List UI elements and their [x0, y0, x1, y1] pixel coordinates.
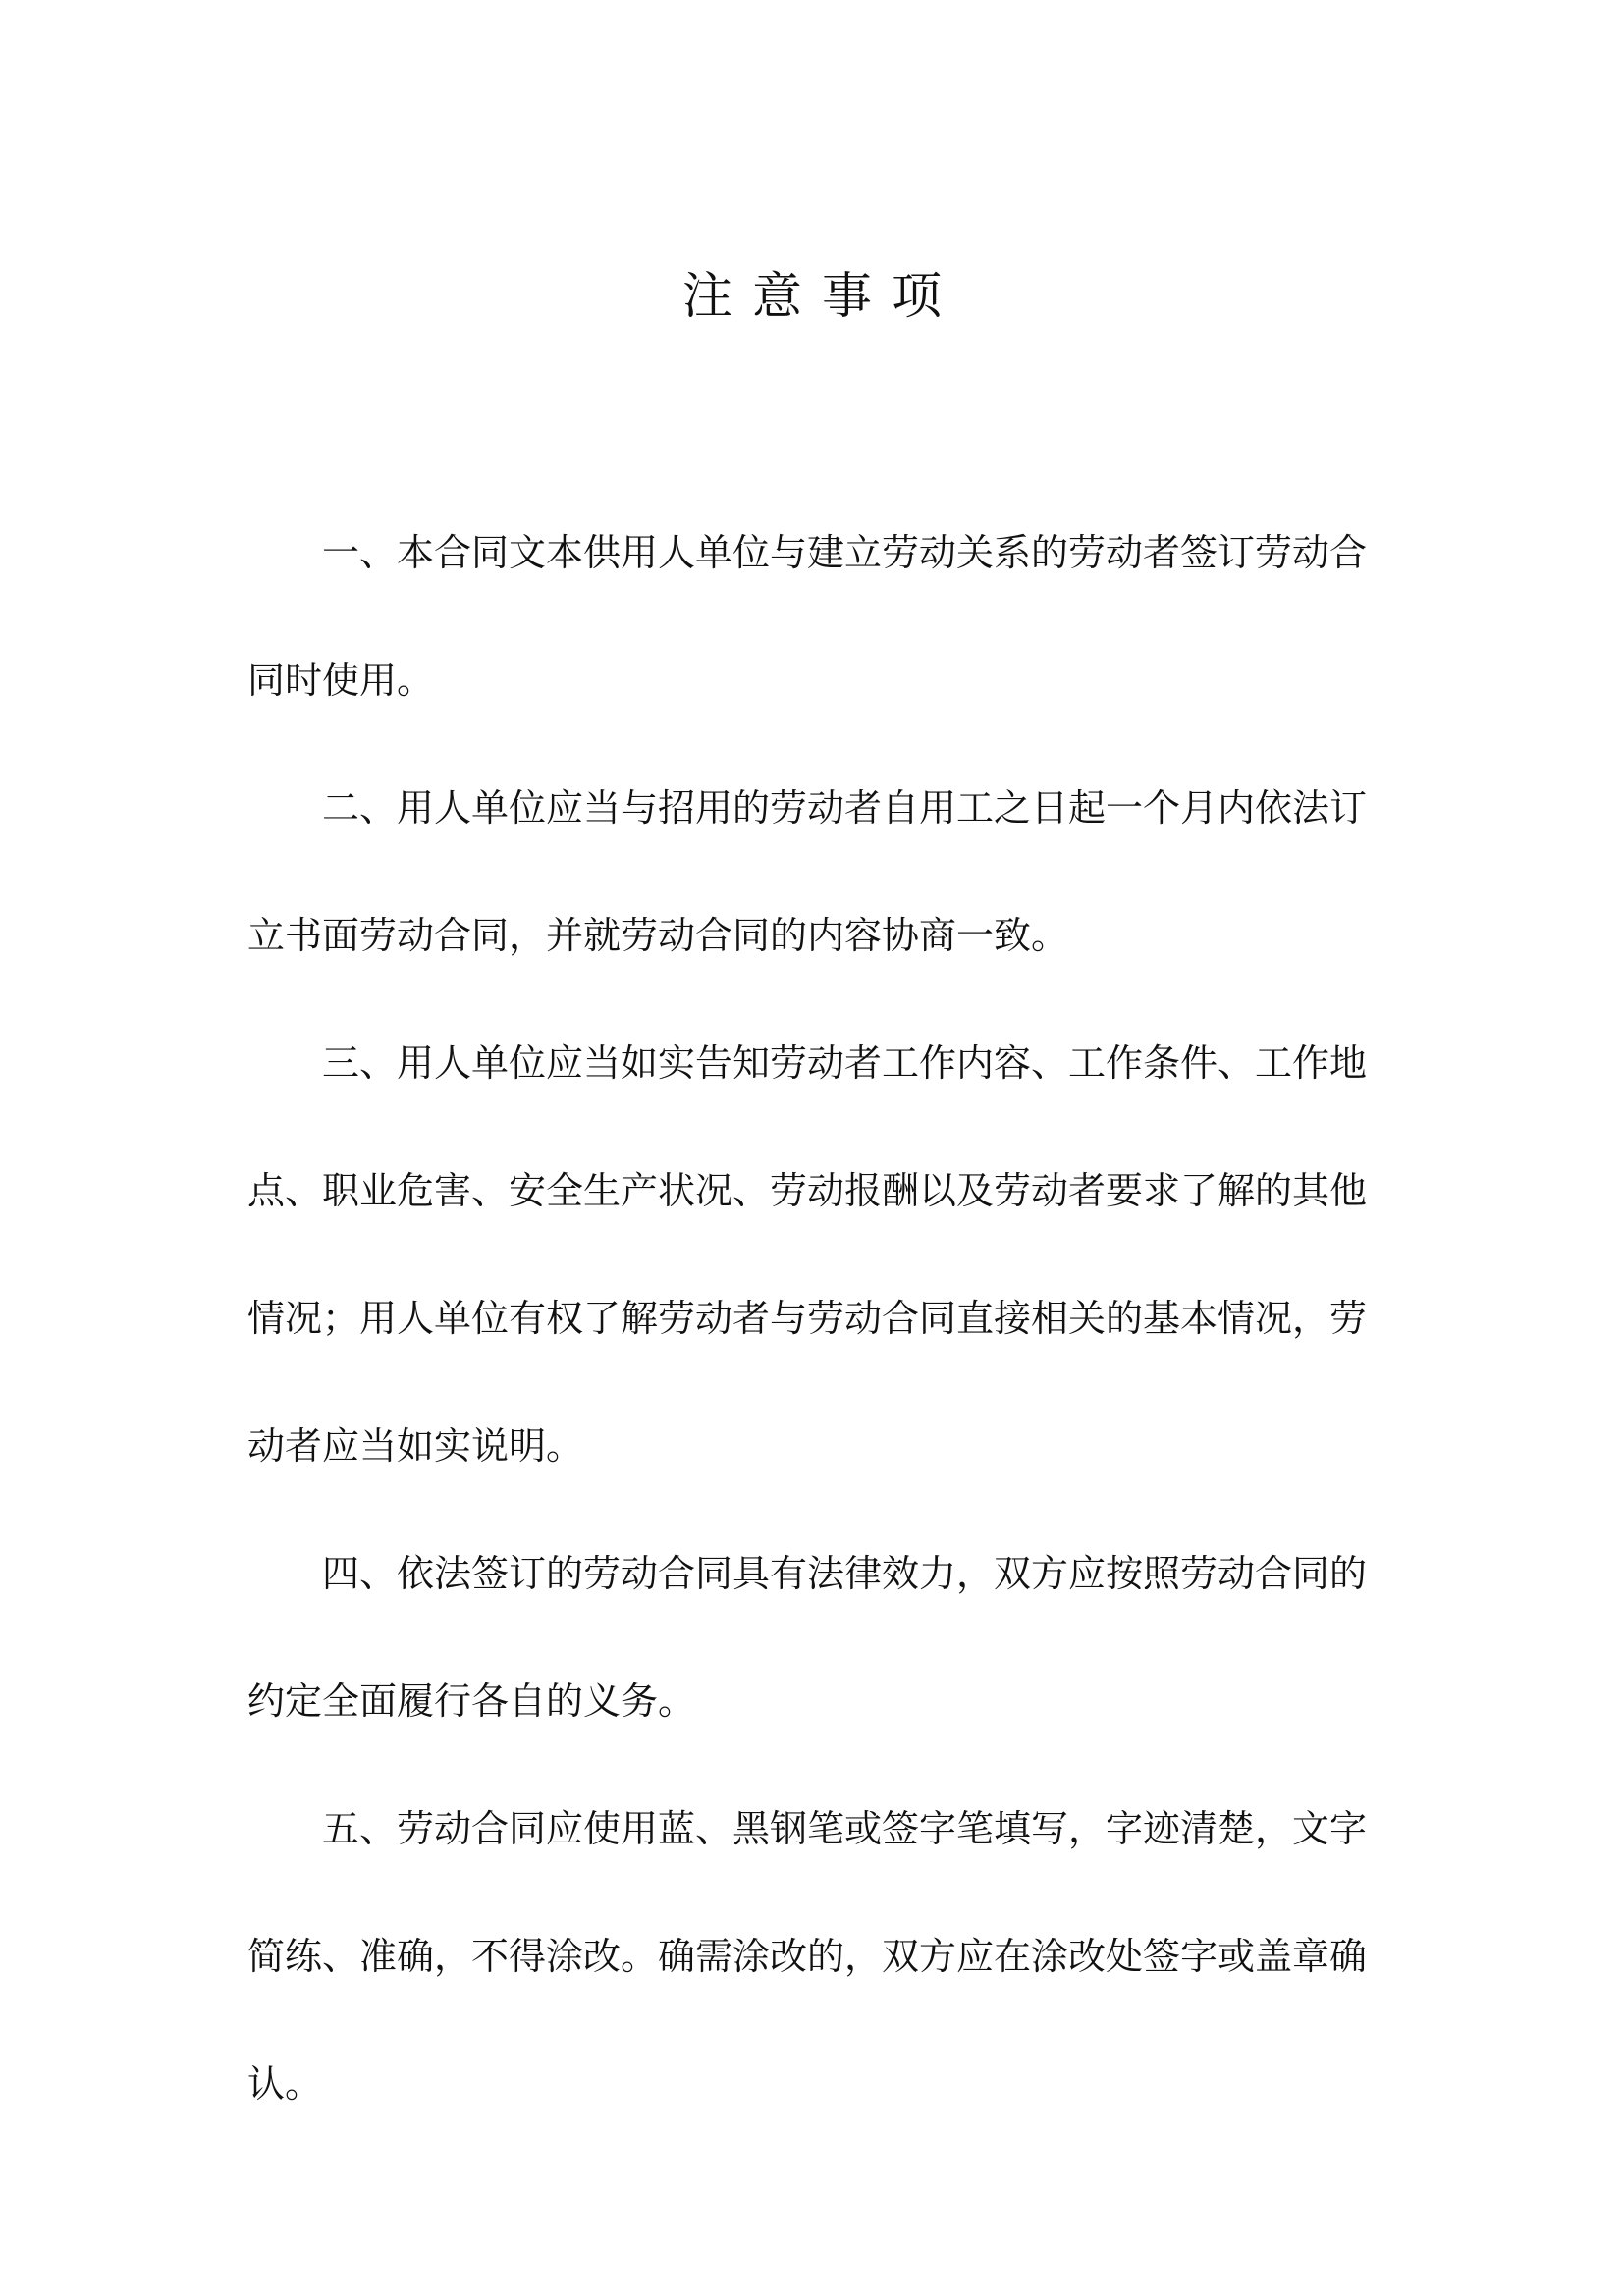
notice-paragraph-1: 一、本合同文本供用人单位与建立劳动关系的劳动者签订劳动合同时使用。 [247, 531, 1368, 702]
notice-paragraph-3: 三、用人单位应当如实告知劳动者工作内容、工作条件、工作地点、职业危害、安全生产状况、劳动报酬以及劳动者要求了解的其他情况；用人单位有权了解劳动者与劳动合同直接相关的基本情况，劳动者应当如实说明。 [247, 1041, 1368, 1468]
notice-body [247, 489, 1386, 2148]
notice-paragraph-5: 五、劳动合同应使用蓝、黑钢笔或签字笔填写，字迹清楚，文字简练、准确，不得涂改。确需涂改的，双方应在涂改处签字或盖章确认。 [247, 1807, 1368, 2106]
page-title: 注意事项 [681, 268, 961, 326]
notice-paragraph-2: 二、用人单位应当与招用的劳动者自用工之日起一个月内依法订立书面劳动合同，并就劳动合同的内容协商一致。 [247, 786, 1368, 957]
notice-paragraph-4: 四、依法签订的劳动合同具有法律效力，双方应按照劳动合同的约定全面履行各自的义务。 [247, 1552, 1368, 1723]
